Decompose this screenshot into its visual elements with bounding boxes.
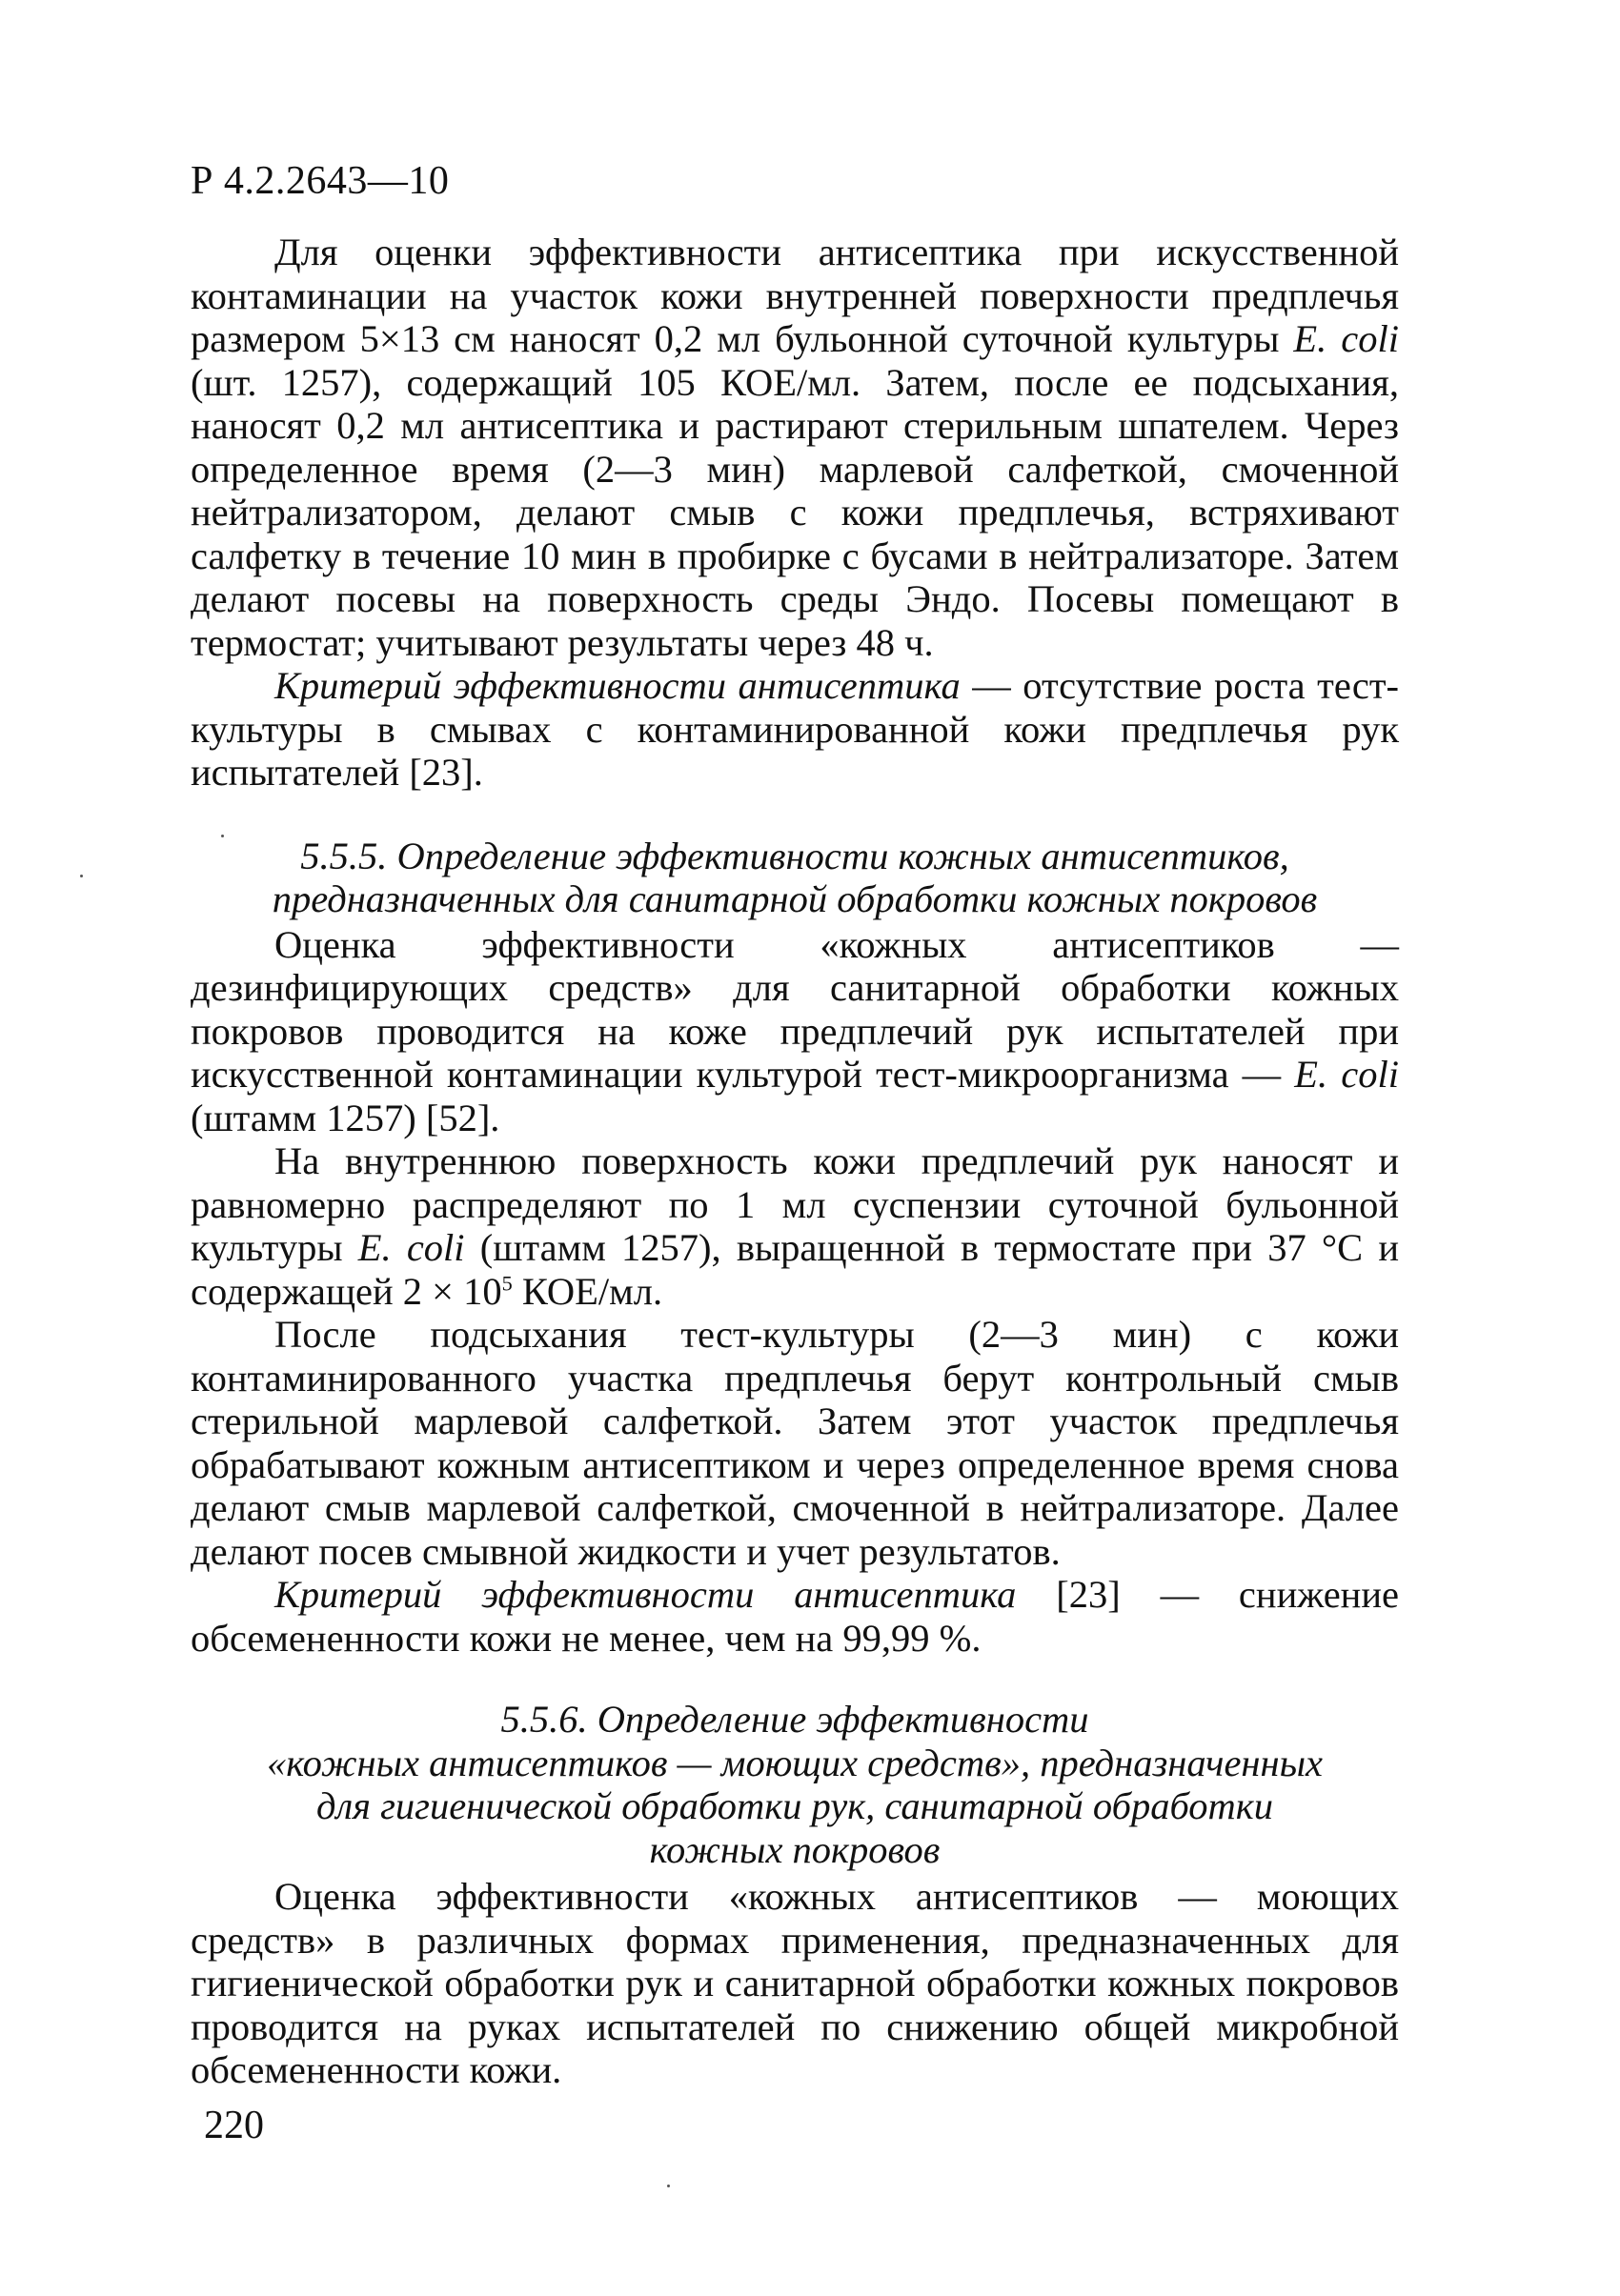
paragraph-text: (штамм 1257), выращенной в термостате при 37 °С и содержащей 2 × 10 (191, 1226, 1399, 1313)
paragraph (191, 923, 1399, 1140)
criterion-text: [23] — снижение обсемененности кожи не менее, чем на 99,99 %. (191, 1573, 1400, 1660)
criterion-paragraph (191, 664, 1399, 795)
heading-line: для гигиенической обработки рук, санитарной обработки (316, 1784, 1273, 1827)
section-heading-5-5-5 (191, 835, 1399, 921)
paragraph-text: (шт. 1257), содержащий 105 КОЕ/мл. Затем, после ее подсыхания, наносят 0,2 мл антисептика и растирают стерильным шпателем. Через определенное время (2—3 мин) марлевой салфеткой, смоченной нейтрализатором, делают смыв с кожи предплечья, встряхивают салфетку в течение 10 мин в пробирке с бусами в нейтрализаторе. Затем делают посевы на поверхность среды Эндо. Посевы помещают в термостат; учитывают результаты через 48 ч. (191, 360, 1399, 664)
heading-line: «кожных антисептиков — моющих средств», предназначенных (266, 1741, 1324, 1784)
scan-speck (221, 835, 224, 837)
criterion-label: Критерий эффективности антисептика (274, 1573, 1017, 1616)
criterion-label: Критерий эффективности антисептика (274, 664, 961, 707)
page-content (191, 231, 1399, 2092)
heading-line: 5.5.6. Определение эффективности (500, 1698, 1089, 1741)
paragraph-text: КОЕ/мл. (521, 1269, 663, 1313)
document-code: Р 4.2.2643—10 (191, 159, 450, 203)
section-heading-5-5-6 (191, 1698, 1399, 1871)
paragraph-text: После подсыхания тест-культуры (2—3 мин) с кожи контаминированного участка предплечья берут контрольный смыв стерильной марлевой салфеткой. Затем этот участок предплечья обрабатывают кожным антисептиком и через определенное время снова делают смыв марлевой салфеткой, смоченной в нейтрализаторе. Далее делают посев смывной жидкости и учет результатов. (191, 1313, 1399, 1573)
heading-line: предназначенных для санитарной обработки кожных покровов (272, 877, 1318, 920)
heading-line: 5.5.5. Определение эффективности кожных антисептиков, (300, 834, 1289, 877)
paragraph-text: Оценка эффективности «кожных антисептиков — моющих средств» в различных формах применения, предназначенных для гигиенической обработки рук и санитарной обработки кожных покровов проводится на руках испытателей по снижению общей микробной обсемененности кожи. (191, 1875, 1399, 2091)
species-name: E. coli (1293, 317, 1399, 360)
species-name: E. coli (1294, 1053, 1399, 1096)
paragraph-text: (штамм 1257) [52]. (191, 1096, 500, 1139)
paragraph-text: На внутреннюю поверхность кожи предплечий рук наносят и равномерно распределяют по 1 мл суспензии суточной бульонной культуры (191, 1139, 1399, 1269)
criterion-text: — отсутствие роста тест-культуры в смывах с контаминированной кожи предплечья рук испытателей [23]. (191, 664, 1399, 794)
exponent: 5 (501, 1271, 513, 1295)
paragraph (191, 231, 1399, 664)
heading-line: кожных покровов (649, 1827, 941, 1871)
species-name: E. coli (357, 1226, 465, 1269)
paragraph (191, 1139, 1399, 1313)
paragraph (191, 1313, 1399, 1573)
page-number: 220 (204, 2104, 264, 2147)
paragraph-text: Оценка эффективности «кожных антисептиков — дезинфицирующих средств» для санитарной обработки кожных покровов проводится на коже предплечий рук испытателей при искусственной контаминации культурой тест-микроорганизма — (191, 922, 1399, 1096)
scan-speck (80, 875, 83, 877)
criterion-paragraph (191, 1573, 1399, 1660)
scan-speck (667, 2185, 670, 2187)
paragraph (191, 1875, 1399, 2092)
paragraph-text: Для оценки эффективности антисептика при искусственной контаминации на участок кожи внутренней поверхности предплечья размером 5×13 см наносят 0,2 мл бульонной суточной культуры (191, 231, 1399, 360)
